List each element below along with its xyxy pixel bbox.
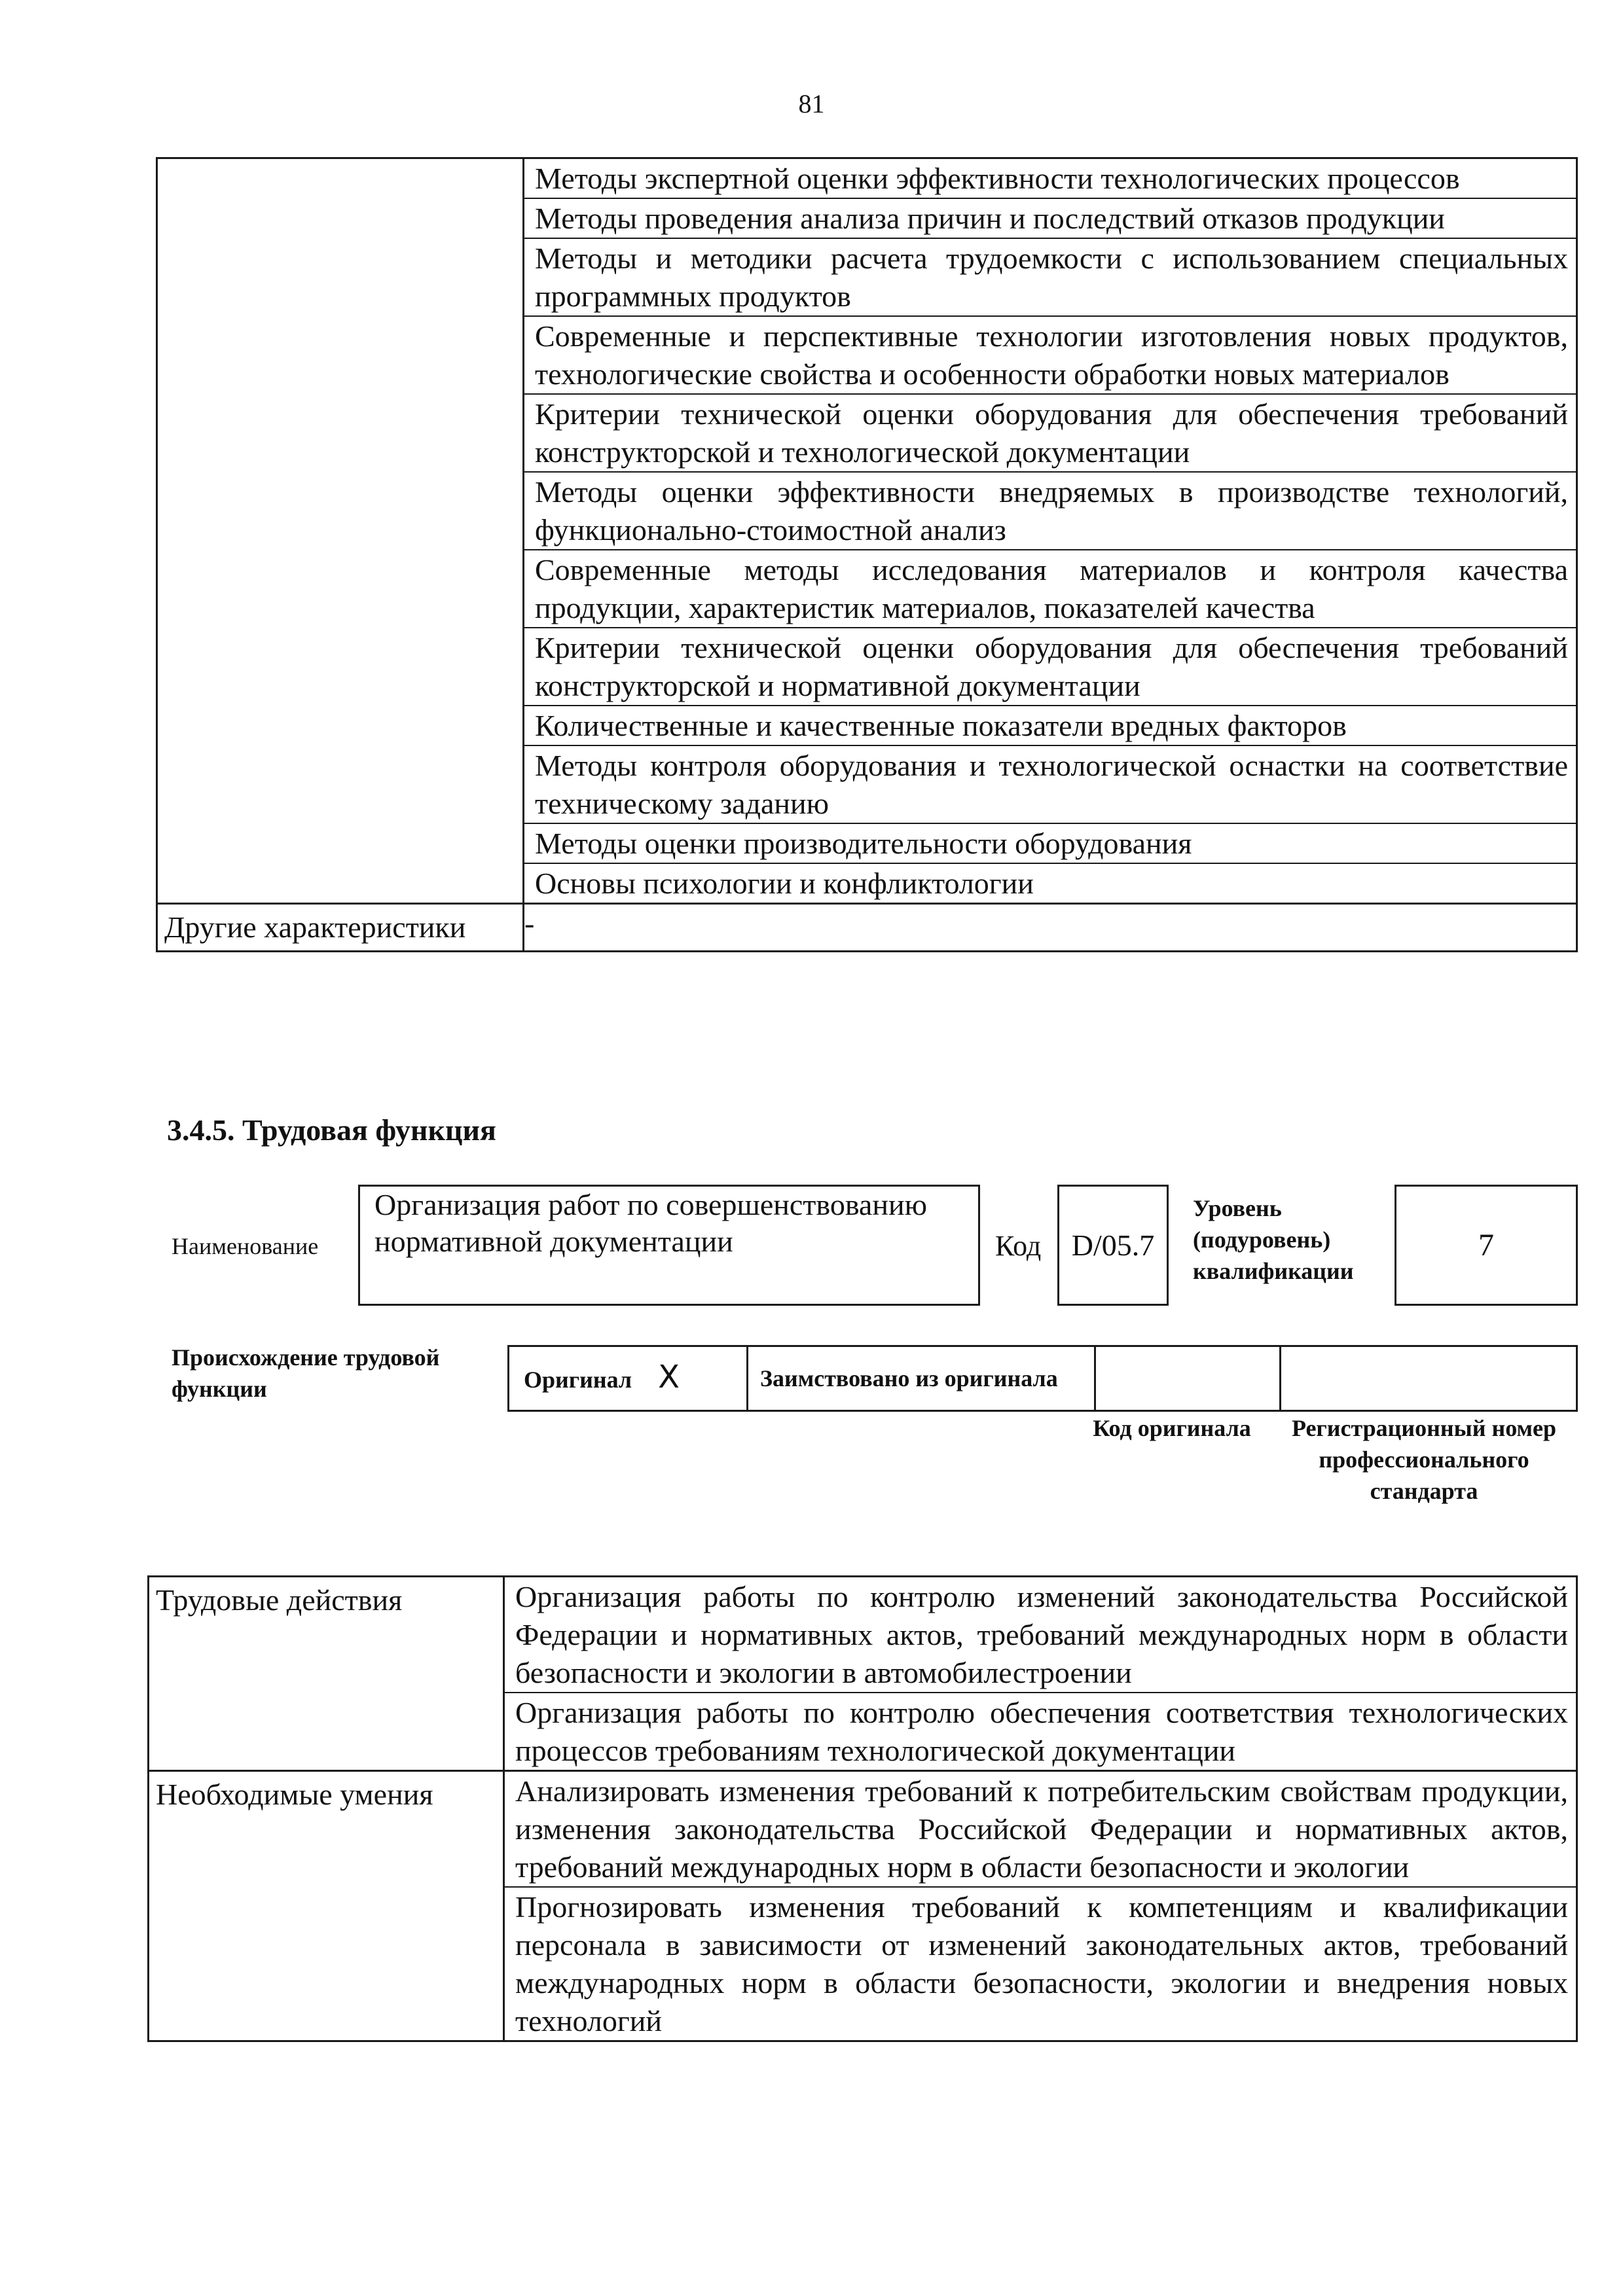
origin-original-cell xyxy=(509,1346,748,1411)
knowledge-item: Современные методы исследования материалов и контроля качества продукции, характеристик материалов, показателей качества xyxy=(524,550,1576,628)
origin-table xyxy=(507,1345,1578,1412)
other-characteristics-row xyxy=(157,904,1577,952)
knowledge-item: Методы экспертной оценки эффективности технологических процессов xyxy=(524,159,1576,199)
skills-cell xyxy=(504,1771,1577,2041)
code-label: Код xyxy=(995,1230,1042,1262)
level-label: Уровень (подуровень) квалификации xyxy=(1193,1195,1354,1284)
knowledge-item: Критерии технической оценки оборудования для обеспечения требований конструкторской и технологической документации xyxy=(524,395,1576,473)
labor-action-item: Организация работы по контролю изменений законодательства Российской Федерации и нормативных актов, требований международных норм в области безопасности и экологии в автомобилестроении xyxy=(505,1577,1576,1693)
code-original-caption: Код оригинала xyxy=(1093,1415,1251,1441)
knowledge-item: Методы оценки эффективности внедряемых в производстве технологий, функционально-стоимостной анализ xyxy=(524,473,1576,550)
page-number: 81 xyxy=(798,89,825,118)
skill-item: Анализировать изменения требований к потребительским свойствам продукции, изменения законодательства Российской Федерации и нормативных актов, требований международных норм в области безопасности и экологии xyxy=(505,1772,1576,1888)
labor-actions-row xyxy=(149,1577,1577,1771)
labor-actions-cell xyxy=(504,1577,1577,1771)
knowledge-item: Основы психологии и конфликтологии xyxy=(535,867,1034,900)
knowledge-item: Методы проведения анализа причин и последствий отказов продукции xyxy=(524,199,1576,239)
other-characteristics-label: Другие характеристики xyxy=(157,904,524,952)
origin-borrowed-cell: Заимствовано из оригинала xyxy=(748,1346,1095,1411)
knowledge-item: Методы и методики расчета трудоемкости с использованием специальных программных продуктов xyxy=(524,239,1576,317)
knowledge-item: Методы оценки производительности оборудования xyxy=(524,824,1576,864)
labor-action-item: Организация работы по контролю обеспечения соответствия технологических процессов требованиям технологической документации xyxy=(515,1696,1568,1767)
function-name-box: Организация работ по совершенствованию нормативной документации xyxy=(358,1185,980,1306)
knowledge-label-cell xyxy=(157,158,524,904)
knowledge-row xyxy=(157,158,1577,904)
skills-row xyxy=(149,1771,1577,2041)
knowledge-item: Количественные и качественные показатели вредных факторов xyxy=(524,706,1576,746)
function-level-box: 7 xyxy=(1395,1185,1578,1306)
origin-label: Происхождение трудовой функции xyxy=(172,1344,440,1402)
knowledge-item: Современные и перспективные технологии изготовления новых продуктов, технологические свойства и особенности обработки новых материалов xyxy=(524,317,1576,395)
origin-code-cell xyxy=(1095,1346,1281,1411)
original-mark: X xyxy=(658,1359,680,1395)
name-label: Наименование xyxy=(172,1233,319,1259)
knowledge-items-cell xyxy=(524,158,1577,904)
skill-item: Прогнозировать изменения требований к компетенциям и квалификации персонала в зависимости от изменений законодательных актов, требований международных норм в области безопасности, экологии и внедрения новых технологий xyxy=(515,1890,1568,2037)
skills-label: Необходимые умения xyxy=(149,1771,504,2041)
origin-row xyxy=(509,1346,1577,1411)
knowledge-table xyxy=(156,157,1578,952)
reg-number-caption: Регистрационный номер профессионального стандарта xyxy=(1291,1415,1557,1504)
origin-reg-number-cell xyxy=(1281,1346,1577,1411)
function-details-table xyxy=(147,1575,1578,2042)
labor-actions-label: Трудовые действия xyxy=(149,1577,504,1771)
other-characteristics-value: - xyxy=(524,904,1577,952)
knowledge-item: Методы контроля оборудования и технологической оснастки на соответствие техническому заданию xyxy=(524,746,1576,824)
knowledge-item: Критерии технической оценки оборудования для обеспечения требований конструкторской и нормативной документации xyxy=(524,628,1576,706)
original-label: Оригинал xyxy=(524,1367,632,1393)
function-code-box: D/05.7 xyxy=(1057,1185,1169,1306)
section-title: 3.4.5. Трудовая функция xyxy=(167,1113,496,1147)
